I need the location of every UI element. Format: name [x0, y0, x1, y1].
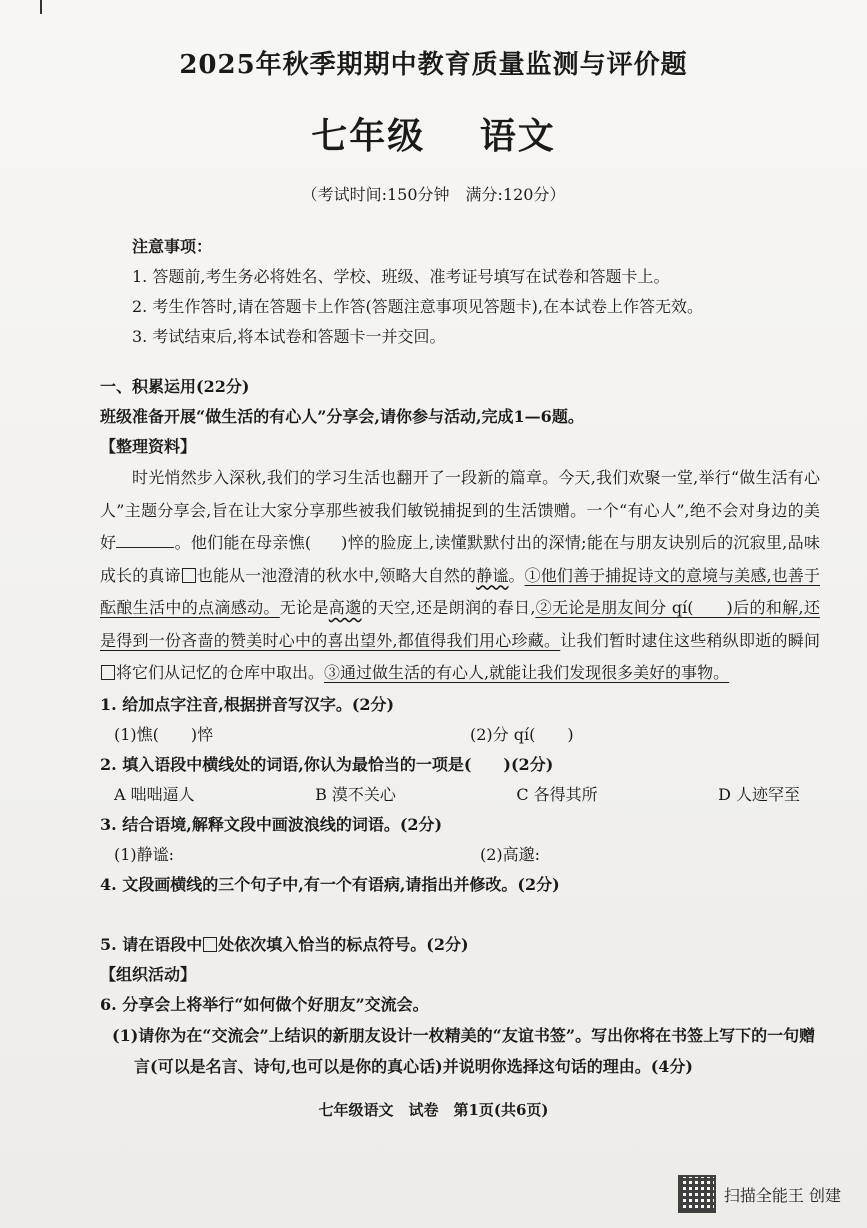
passage-text: 也能从一池澄清的秋水中,领略大自然的: [196, 565, 477, 585]
qr-code-icon: [678, 1175, 716, 1213]
question-6-1: (1)请你为在“交流会”上结识的新朋友设计一枚精美的“友谊书签”。写出你将在书签上写下的一句赠言(可以是名言、诗句,也可以是你的真心话)并说明你选择这句话的理由。(4分): [112, 1025, 816, 1076]
passage-text: 。: [508, 565, 525, 585]
subject-label: 语文: [479, 115, 556, 157]
reading-passage: [100, 462, 820, 690]
question-2: 2. 填入语段中横线处的词语,你认为最恰当的一项是( )(2分): [100, 754, 554, 774]
exam-title: 2025年秋季期期中教育质量监测与评价题: [179, 50, 688, 80]
underlined-sentence-2: ②无论是朋友间分 qí( )后的和解,还是得到一份吝啬的赞美时心中的喜出望外,都值得我们用心珍藏。: [100, 598, 820, 650]
passage-text: 的天空,还是朗润的春日,: [361, 598, 536, 617]
question-5-text: 处依次填入恰当的标点符号。(2分): [218, 934, 469, 954]
notice-block: [132, 232, 703, 352]
notice-item: 2. 考生作答时,请在答题卡上作答(答题注意事项见答题卡),在本试卷上作答无效。: [132, 297, 704, 316]
watermark-text: 扫描全能王 创建: [723, 1185, 841, 1205]
answer-space: [100, 900, 820, 930]
notice-item: 1. 答题前,考生务必将姓名、学校、班级、准考证号填写在试卷和答题卡上。: [132, 267, 670, 286]
section-intro: 班级准备开展“做生活的有心人”分享会,请你参与活动,完成1—6题。: [100, 407, 584, 426]
section-heading: 一、积累运用(22分): [100, 377, 250, 396]
question-3a[interactable]: (1)静谧:: [114, 844, 175, 864]
option-d[interactable]: D 人迹罕至: [718, 784, 800, 804]
option-b[interactable]: B 漠不关心: [315, 784, 396, 804]
question-4: 4. 文段画横线的三个句子中,有一个有语病,请指出并修改。(2分): [100, 874, 560, 894]
wavy-word-gaomiao: 高邈: [328, 598, 362, 617]
passage-text: 让我们暂时逮住这些稍纵即逝的瞬间: [560, 630, 820, 650]
notice-item: 3. 考试结束后,将本试卷和答题卡一并交回。: [132, 327, 446, 346]
punctuation-box: [203, 937, 217, 952]
fill-blank[interactable]: [116, 531, 174, 548]
wavy-word-jingmi: 静谧: [476, 565, 509, 585]
part-organize-activity: 【组织活动】: [100, 964, 197, 984]
scanner-watermark: [678, 1175, 841, 1213]
part-organize-materials: 【整理资料】: [100, 437, 197, 456]
question-5-text: 5. 请在语段中: [100, 934, 203, 954]
punctuation-box[interactable]: [182, 568, 196, 583]
page-footer: 七年级语文 试卷 第1页(共6页): [318, 1101, 549, 1119]
question-2-options: [100, 780, 820, 810]
underlined-sentence-1: ①他们善于捕捉诗文的意境与美感,也善于酝酿生活中的点滴感动。: [100, 565, 820, 617]
question-6: 6. 分享会上将举行“如何做个好朋友”交流会。: [100, 994, 429, 1014]
question-3b[interactable]: (2)高邈:: [480, 844, 541, 864]
passage-text: 将它们从记忆的仓库中取出。: [116, 663, 325, 682]
question-1a[interactable]: (1)憔( )悴: [114, 724, 214, 744]
question-1b[interactable]: (2)分 qí( ): [470, 724, 574, 744]
passage-text: 时光悄然步入深秋,我们的学习生活也翻开了一段新的篇章。今天,我们欢聚一堂,举行“做生活有心人”主题分享会,旨在让大家分享那些被我们敏锐捕捉到的生活馈赠。一个“有心人”,绝不会对身边的美好: [100, 468, 820, 552]
punctuation-box[interactable]: [101, 665, 115, 680]
section-accumulation: [100, 372, 820, 1082]
exam-info: （考试时间:150分钟 满分:120分）: [301, 185, 566, 204]
grade-label: 七年级: [311, 115, 426, 157]
option-c[interactable]: C 各得其所: [516, 784, 598, 804]
question-5: [100, 930, 820, 960]
question-1: 1. 给加点字注音,根据拼音写汉字。(2分): [100, 694, 395, 714]
passage-text: )悴的脸庞上,读懂默默付出的深情;能在与朋友诀别后的沉寂里,品味成长的真谛: [100, 533, 820, 585]
question-1-items: [100, 720, 820, 750]
option-a[interactable]: A 咄咄逼人: [114, 784, 195, 804]
corner-mark: [40, 0, 42, 14]
passage-text: 无论是: [279, 598, 329, 617]
underlined-sentence-3: ③通过做生活的有心人,就能让我们发现很多美好的事物。: [324, 663, 730, 682]
question-3: 3. 结合语境,解释文段中画波浪线的词语。(2分): [100, 814, 443, 834]
question-3-items: [100, 840, 820, 870]
exam-subtitle: [0, 108, 867, 159]
notice-heading: 注意事项：: [132, 237, 213, 256]
passage-text: 。他们能在母亲憔(: [174, 533, 312, 552]
